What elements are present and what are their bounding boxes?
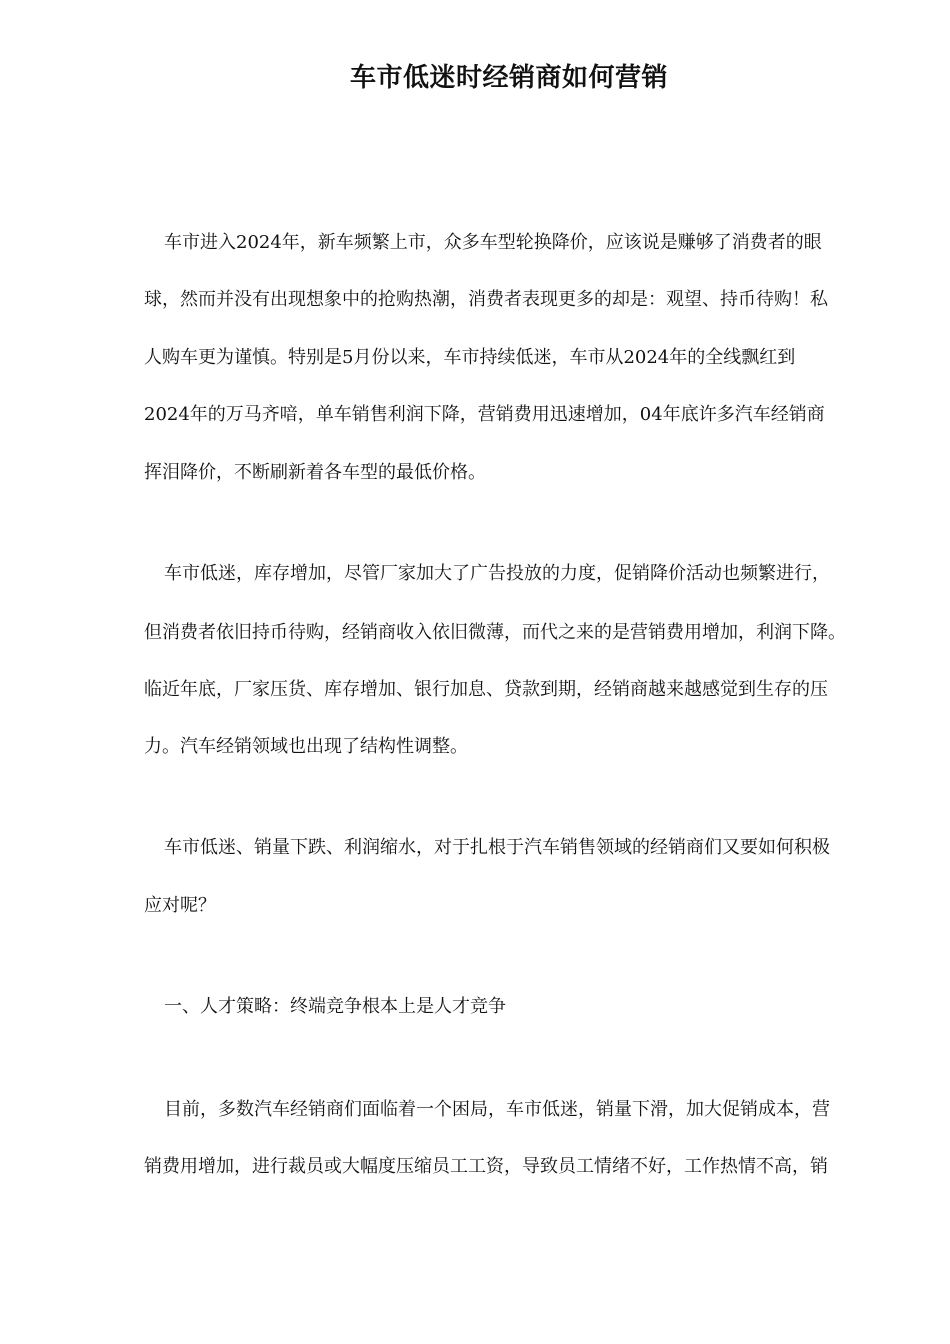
text-line: 应对呢？ bbox=[144, 895, 216, 916]
text-line: 目前，多数汽车经销商们面临着一个困局，车市低迷，销量下滑，加大促销成本，营 bbox=[164, 1099, 830, 1120]
text-line: 但消费者依旧持币待购，经销商收入依旧微薄，而代之来的是营销费用增加，利润下降。 bbox=[144, 622, 846, 643]
page-title: 车市低迷时经销商如何营销 bbox=[349, 63, 668, 93]
text-line: 球，然而并没有出现想象中的抢购热潮，消费者表现更多的却是：观望、持币待购！私 bbox=[144, 289, 828, 310]
text-line: 临近年底，厂家压货、库存增加、银行加息、贷款到期，经销商越来越感觉到生存的压 bbox=[144, 679, 828, 700]
text-line: 力。汽车经销领域也出现了结构性调整。 bbox=[144, 736, 468, 757]
text-line: 车市进入2024年，新车频繁上市，众多车型轮换降价，应该说是赚够了消费者的眼 bbox=[164, 232, 822, 253]
text-line: 一、人才策略：终端竞争根本上是人才竞争 bbox=[164, 996, 506, 1017]
text-line: 2024年的万马齐喑，单车销售利润下降，营销费用迅速增加，04年底许多汽车经销商 bbox=[144, 404, 825, 425]
text-line: 车市低迷，库存增加，尽管厂家加大了广告投放的力度，促销降价活动也频繁进行， bbox=[164, 563, 830, 584]
text-line: 人购车更为谨慎。特别是5月份以来，车市持续低迷，车市从2024年的全线飘红到 bbox=[144, 347, 796, 368]
text-line: 车市低迷、销量下跌、利润缩水，对于扎根于汽车销售领域的经销商们又要如何积极 bbox=[164, 837, 830, 858]
text-line: 销费用增加，进行裁员或大幅度压缩员工工资，导致员工情绪不好，工作热情不高，销 bbox=[144, 1156, 828, 1177]
text-line: 挥泪降价，不断刷新着各车型的最低价格。 bbox=[144, 462, 486, 483]
